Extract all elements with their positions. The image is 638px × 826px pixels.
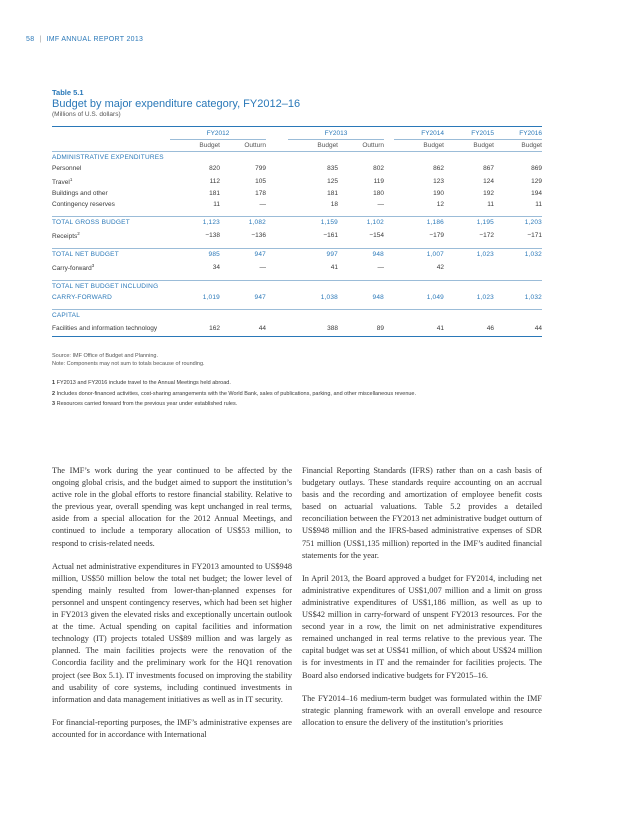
cell: 867: [483, 165, 494, 172]
cell: 985: [170, 249, 220, 261]
body-paragraph: The IMF’s work during the year continued to be affected by the ongoing global crisis, and the budget aimed to support the institution’s active role in the global efforts to restore financial stability. Relative to the previous year, overall spending was kept unchanged in real terms, aside from a special allocation for the 2012 Annual Meetings, and continued to include a temporary allocation of US$53 million, to respond to crisis-related needs.: [52, 466, 292, 548]
body-paragraph: Financial Reporting Standards (IFRS) rather than on a cash basis of budgetary outlays. These standards require accounting on an accrual basis and the recording and amortization of employee benefit costs based on actuarial valuations. Table 5.2 provides a detailed reconciliation between the FY2013 net administrative budget outturn of US$948 million and the IFRS-based administrative expenses of SDR 751 million (US$1,135 million) reported in the IMF’s audited financial statements for the year.: [302, 466, 542, 560]
cell: 1,023: [476, 294, 494, 302]
cell: 194: [531, 190, 542, 198]
cell: 125: [327, 177, 338, 185]
table-note: Note: Components may not sum to totals because of rounding.: [52, 361, 205, 367]
report-title: IMF ANNUAL REPORT 2013: [46, 36, 144, 43]
cell: 1,019: [202, 294, 220, 302]
cell: —: [259, 263, 266, 271]
cell: 1,203: [494, 217, 542, 229]
cell: —: [259, 201, 266, 209]
cell: 799: [255, 165, 266, 172]
row-label: Receipts$^2$: [52, 231, 80, 241]
cell: 1,049: [426, 294, 444, 302]
cell: 1,038: [320, 294, 338, 302]
cell: 190: [433, 190, 444, 198]
body-column-left: [52, 465, 292, 752]
cell: 1,102: [338, 217, 384, 229]
table-row: [52, 321, 542, 337]
kind-fy2013-budget: Budget: [317, 142, 338, 149]
row-label: Contingency reserves: [52, 201, 115, 209]
section-label-incl: TOTAL NET BUDGET INCLUDING: [52, 281, 542, 293]
table-row: [52, 260, 542, 274]
footnote: 3 Resources carried forward from the previous year under established rules.: [52, 401, 238, 407]
cell: 997: [288, 249, 338, 261]
cell: 1,123: [170, 217, 220, 229]
cell: 11: [213, 201, 220, 209]
cell: −172: [479, 231, 494, 239]
footnote-marker: 2: [77, 231, 80, 237]
cell: 181: [209, 190, 220, 198]
cell: 44: [220, 321, 266, 337]
budget-table-block: [52, 88, 542, 337]
section-row-capital: [52, 310, 542, 322]
year-fy2016: FY2016: [494, 127, 542, 140]
table-row: [52, 199, 542, 210]
cell: 192: [483, 190, 494, 198]
footnote-marker: 1: [69, 177, 73, 182]
cell: 180: [373, 190, 384, 198]
table-label: Table 5.1: [52, 88, 84, 97]
cell: 178: [255, 190, 266, 198]
row-label: CARRY-FORWARD: [52, 294, 113, 302]
kind-fy2016-budget: Budget: [521, 142, 542, 149]
cell: 46: [444, 321, 494, 337]
running-head: [26, 36, 143, 43]
kind-fy2014-budget: Budget: [423, 142, 444, 149]
row-label: Buildings and other: [52, 190, 108, 198]
row-label: Travel$^1$: [52, 177, 73, 187]
table-source: Source: IMF Office of Budget and Planning.: [52, 353, 158, 359]
cell: −138: [205, 231, 220, 239]
cell: 162: [170, 321, 220, 337]
cell: 34: [212, 263, 220, 271]
table-row: [52, 174, 542, 188]
cell: 1,186: [394, 217, 444, 229]
cell: 105: [255, 177, 266, 185]
table-row: [52, 163, 542, 174]
cell: 41: [394, 321, 444, 337]
cell: 1,195: [444, 217, 494, 229]
cell: 42: [436, 263, 444, 271]
cell: 11: [487, 201, 494, 209]
cell: −171: [527, 231, 542, 239]
year-fy2015: FY2015: [444, 127, 494, 140]
cell: 862: [433, 165, 444, 172]
kind-fy2012-outturn: Outturn: [244, 142, 266, 149]
cell: 12: [436, 201, 444, 209]
cell: 1,032: [494, 249, 542, 261]
cell: 123: [433, 177, 444, 185]
cell: 119: [373, 177, 384, 185]
body-paragraph: The FY2014–16 medium-term budget was formulated within the IMF strategic planning framework with an overall envelope and resource allocation to ensure the delivery of the institution’s priorities: [302, 693, 542, 727]
table-footnotes: [52, 378, 572, 410]
table-row: [52, 217, 542, 229]
page-number: 58: [26, 36, 35, 43]
kind-fy2015-budget: Budget: [473, 142, 494, 149]
kind-fy2013-outturn: Outturn: [362, 142, 384, 149]
footnote: 2 Includes donor-financed activities, cost-sharing arrangements with the World Bank, sales of publications, parking, and other miscellaneous revenue.: [52, 390, 417, 397]
body-paragraph: For financial-reporting purposes, the IMF’s administrative expenses are accounted for in accordance with International: [52, 717, 292, 739]
row-label: TOTAL GROSS BUDGET: [52, 217, 170, 229]
cell: [494, 260, 542, 274]
budget-table: [52, 127, 542, 337]
table-subtitle: (Millions of U.S. dollars): [52, 111, 121, 118]
cell: −136: [251, 231, 266, 239]
cell: 388: [288, 321, 338, 337]
table-title: Budget by major expenditure category, FY2012–16: [52, 98, 301, 110]
cell: 1,159: [288, 217, 338, 229]
cell: 44: [494, 321, 542, 337]
cell: 820: [209, 165, 220, 172]
cell: 947: [220, 249, 266, 261]
kind-fy2012-budget: Budget: [199, 142, 220, 149]
cell: —: [377, 263, 384, 271]
cell: 1,032: [524, 294, 542, 302]
section-row-incl: [52, 281, 542, 293]
footnote: 1 FY2013 and FY2016 include travel to the Annual Meetings held abroad.: [52, 380, 231, 386]
section-label-capital: CAPITAL: [52, 310, 542, 322]
section-label-admin: ADMINISTRATIVE EXPENDITURES: [52, 152, 542, 164]
row-label: TOTAL NET BUDGET: [52, 249, 170, 261]
body-column-right: [302, 465, 542, 740]
cell: 869: [531, 165, 542, 172]
cell: 1,007: [394, 249, 444, 261]
header-separator: |: [39, 36, 42, 43]
table-row: [52, 188, 542, 199]
cell: −154: [369, 231, 384, 239]
cell: 89: [338, 321, 384, 337]
cell: 11: [535, 201, 542, 209]
table-row: [52, 228, 542, 242]
cell: 1,023: [444, 249, 494, 261]
cell: [444, 260, 494, 274]
cell: 112: [209, 177, 220, 185]
cell: −161: [323, 231, 338, 239]
section-row-admin: [52, 152, 542, 164]
cell: −179: [429, 231, 444, 239]
year-fy2014: FY2014: [394, 127, 444, 140]
cell: 947: [254, 294, 266, 302]
body-paragraph: Actual net administrative expenditures in FY2013 amounted to US$948 million, US$50 million below the total net budget; the lower level of spending mainly resulted from lower-than-planned expenses for personnel and unspent contingency reserves, which had been set higher in FY2013 given the elevated risks and exceptionally uncertain outlook at the time. Actual spending on capital facilities and information technology (IT) projects totaled US$89 million and was largely as planned. The main facilities projects were the renovation of the Concordia facility and the preliminary work for the HQ1 renovation project (see Box 5.1). IT investments focused on improving the stability and usability of core systems, including continued investments in information and data management initiatives as well as in IT security.: [52, 561, 292, 704]
table-notes: [52, 352, 552, 368]
cell: 129: [531, 177, 542, 185]
cell: —: [377, 201, 384, 209]
cell: 802: [373, 165, 384, 172]
cell: 835: [327, 165, 338, 172]
cell: 18: [330, 201, 338, 209]
row-label: Facilities and information technology: [52, 321, 170, 337]
cell: 41: [330, 263, 338, 271]
body-paragraph: In April 2013, the Board approved a budget for FY2014, including net administrative expenditures of US$1,007 million and a limit on gross administrative expenditures of US$1,186 million, as well as up to US$42 million in carry-forward of unspent FY2013 resources. For the second year in a row, the limit on net administrative expenditures remained unchanged in real terms relative to the previous year. The capital budget was set at US$41 million, of which about US$24 million is for investments in IT and the remainder for facilities projects. The Board also endorsed indicative budgets for FY2015–16.: [302, 573, 542, 680]
row-label: Carry-forward$^3$: [52, 263, 95, 273]
year-header-row: [52, 127, 542, 140]
cell: 948: [372, 294, 384, 302]
table-row: [52, 292, 542, 303]
footnote-marker: 3: [91, 263, 95, 269]
cell: 1,082: [220, 217, 266, 229]
year-fy2013: FY2013: [288, 127, 384, 140]
year-fy2012: FY2012: [170, 127, 266, 140]
column-kind-row: [52, 140, 542, 152]
cell: 181: [327, 190, 338, 198]
cell: 948: [338, 249, 384, 261]
row-label: Personnel: [52, 165, 82, 172]
cell: 124: [483, 177, 494, 185]
table-row: [52, 249, 542, 261]
